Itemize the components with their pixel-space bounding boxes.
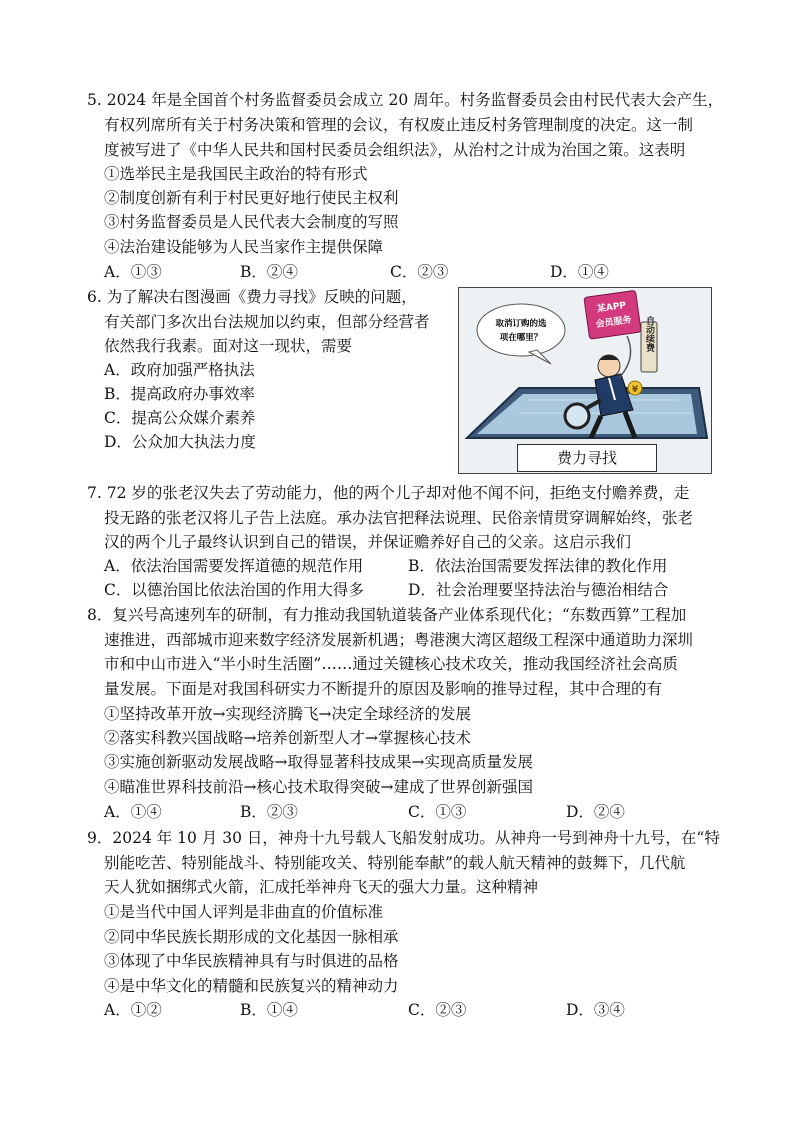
- question-9-item: ①是当代中国人评判是非曲直的价值标准: [104, 903, 384, 921]
- auto-renew-tag: 自动续费: [644, 316, 654, 352]
- question-8-line: 市和中山市进入“半小时生活圈”……通过关键核心技术攻关，推动我国经济社会高质: [104, 655, 678, 673]
- bubble-text-2: 项在哪里？: [499, 333, 543, 343]
- question-5-line: 5. 2024 年是全国首个村务监督委员会成立 20 周年。村务监督委员会由村民代表大会产生，: [87, 91, 724, 109]
- member-service-label: 会员服务: [595, 315, 633, 331]
- option-d[interactable]: D．社会治理要坚持法治与德治相结合: [408, 581, 669, 599]
- question-8-item: ①坚持改革开放→实现经济腾飞→决定全球经济的发展: [104, 705, 471, 723]
- question-9-line: 天人犹如捆绑式火箭，汇成托举神舟飞天的强大力量。这种精神: [104, 878, 539, 896]
- question-9-item: ②同中华民族长期形成的文化基因一脉相承: [104, 928, 399, 946]
- option-d[interactable]: D．③④: [566, 1001, 625, 1019]
- option-c[interactable]: C．提高公众媒介素养: [104, 409, 256, 427]
- option-d[interactable]: D．公众加大执法力度: [104, 433, 256, 451]
- option-a[interactable]: A．①②: [104, 1001, 162, 1019]
- question-6-line: 6. 为了解决右图漫画《费力寻找》反映的问题，: [87, 288, 417, 306]
- question-8-line: 8．复兴号高速列车的研制，有力推动我国轨道装备产业体系现代化；“东数西算”工程加: [87, 606, 687, 624]
- cartoon-caption: 费力寻找: [517, 444, 657, 472]
- question-5-line: 度被写进了《中华人民共和国村民委员会组织法》，从治村之计成为治国之策。这表明: [104, 141, 686, 159]
- question-7-line: 投无路的张老汉将儿子告上法庭。承办法官把释法说理、民俗亲情贯穿调解始终，张老: [104, 509, 694, 527]
- option-b[interactable]: B．①④: [240, 1001, 298, 1019]
- question-7-line: 汉的两个儿子最终认识到自己的错误，并保证赡养好自己的父亲。这启示我们: [104, 533, 632, 551]
- question-8-item: ②落实科教兴国战略→培养创新型人才→掌握核心技术: [104, 729, 471, 747]
- option-d[interactable]: D．①④: [550, 263, 609, 281]
- option-c[interactable]: C．②③: [390, 263, 449, 281]
- bubble-text-1: 取消订购的选: [495, 319, 547, 329]
- question-5-item: ③村务监督委员是人民代表大会制度的写照: [104, 213, 399, 231]
- question-8-item: ③实施创新驱动发展战略→取得显著科技成果→实现高质量发展: [104, 753, 533, 771]
- question-6-line: 依然我行我素。面对这一现状，需要: [104, 337, 353, 355]
- question-5-item: ②制度创新有利于村民更好地行使民主权利: [104, 189, 399, 207]
- question-5-item: ④法治建设能够为人民当家作主提供保障: [104, 238, 384, 256]
- option-d[interactable]: D．②④: [566, 803, 625, 821]
- question-8-line: 量发展。下面是对我国科研实力不断提升的原因及影响的推导过程，其中合理的有: [104, 680, 663, 698]
- option-a[interactable]: A．政府加强严格执法: [104, 361, 255, 379]
- cartoon-image: [458, 287, 712, 474]
- question-7-line: 7. 72 岁的张老汉失去了劳动能力，他的两个儿子却对他不闻不问，拒绝支付赡养费，走: [87, 484, 690, 502]
- option-c[interactable]: C．②③: [408, 1001, 467, 1019]
- option-a[interactable]: A．①④: [104, 803, 162, 821]
- option-b[interactable]: B．提高政府办事效率: [104, 385, 255, 403]
- option-b[interactable]: B．依法治国需要发挥法律的教化作用: [408, 557, 668, 575]
- option-a[interactable]: A．①③: [104, 263, 162, 281]
- option-c[interactable]: C．以德治国比依法治国的作用大得多: [104, 581, 364, 599]
- question-8-item: ④瞄准世界科技前沿→核心技术取得突破→建成了世界创新强国: [104, 778, 533, 796]
- question-6-line: 有关部门多次出台法规加以约束，但部分经营者: [104, 313, 430, 331]
- question-5-item: ①选举民主是我国民主政治的特有形式: [104, 165, 368, 183]
- option-b[interactable]: B．②③: [240, 803, 298, 821]
- app-label: 某APP: [596, 300, 627, 315]
- option-a[interactable]: A．依法治国需要发挥道德的规范作用: [104, 557, 364, 575]
- option-c[interactable]: C．①③: [408, 803, 467, 821]
- question-9-item: ④是中华文化的精髓和民族复兴的精神动力: [104, 977, 399, 995]
- option-b[interactable]: B．②④: [240, 263, 298, 281]
- question-5-line: 有权列席所有关于村务决策和管理的会议，有权废止违反村务管理制度的决定。这一制: [104, 116, 694, 134]
- question-9-item: ③体现了中华民族精神具有与时俱进的品格: [104, 952, 399, 970]
- question-8-line: 速推进，西部城市迎来数字经济发展新机遇；粤港澳大湾区超级工程深中通道助力深圳: [104, 631, 694, 649]
- question-9-line: 9．2024 年 10 月 30 日，神舟十九号载人飞船发射成功。从神舟一号到神舟十九号，在“特: [87, 829, 720, 847]
- yuan-coin: ¥: [631, 385, 639, 395]
- question-9-line: 别能吃苦、特别能战斗、特别能攻关、特别能奉献”的载人航天精神的鼓舞下，几代航: [104, 854, 686, 872]
